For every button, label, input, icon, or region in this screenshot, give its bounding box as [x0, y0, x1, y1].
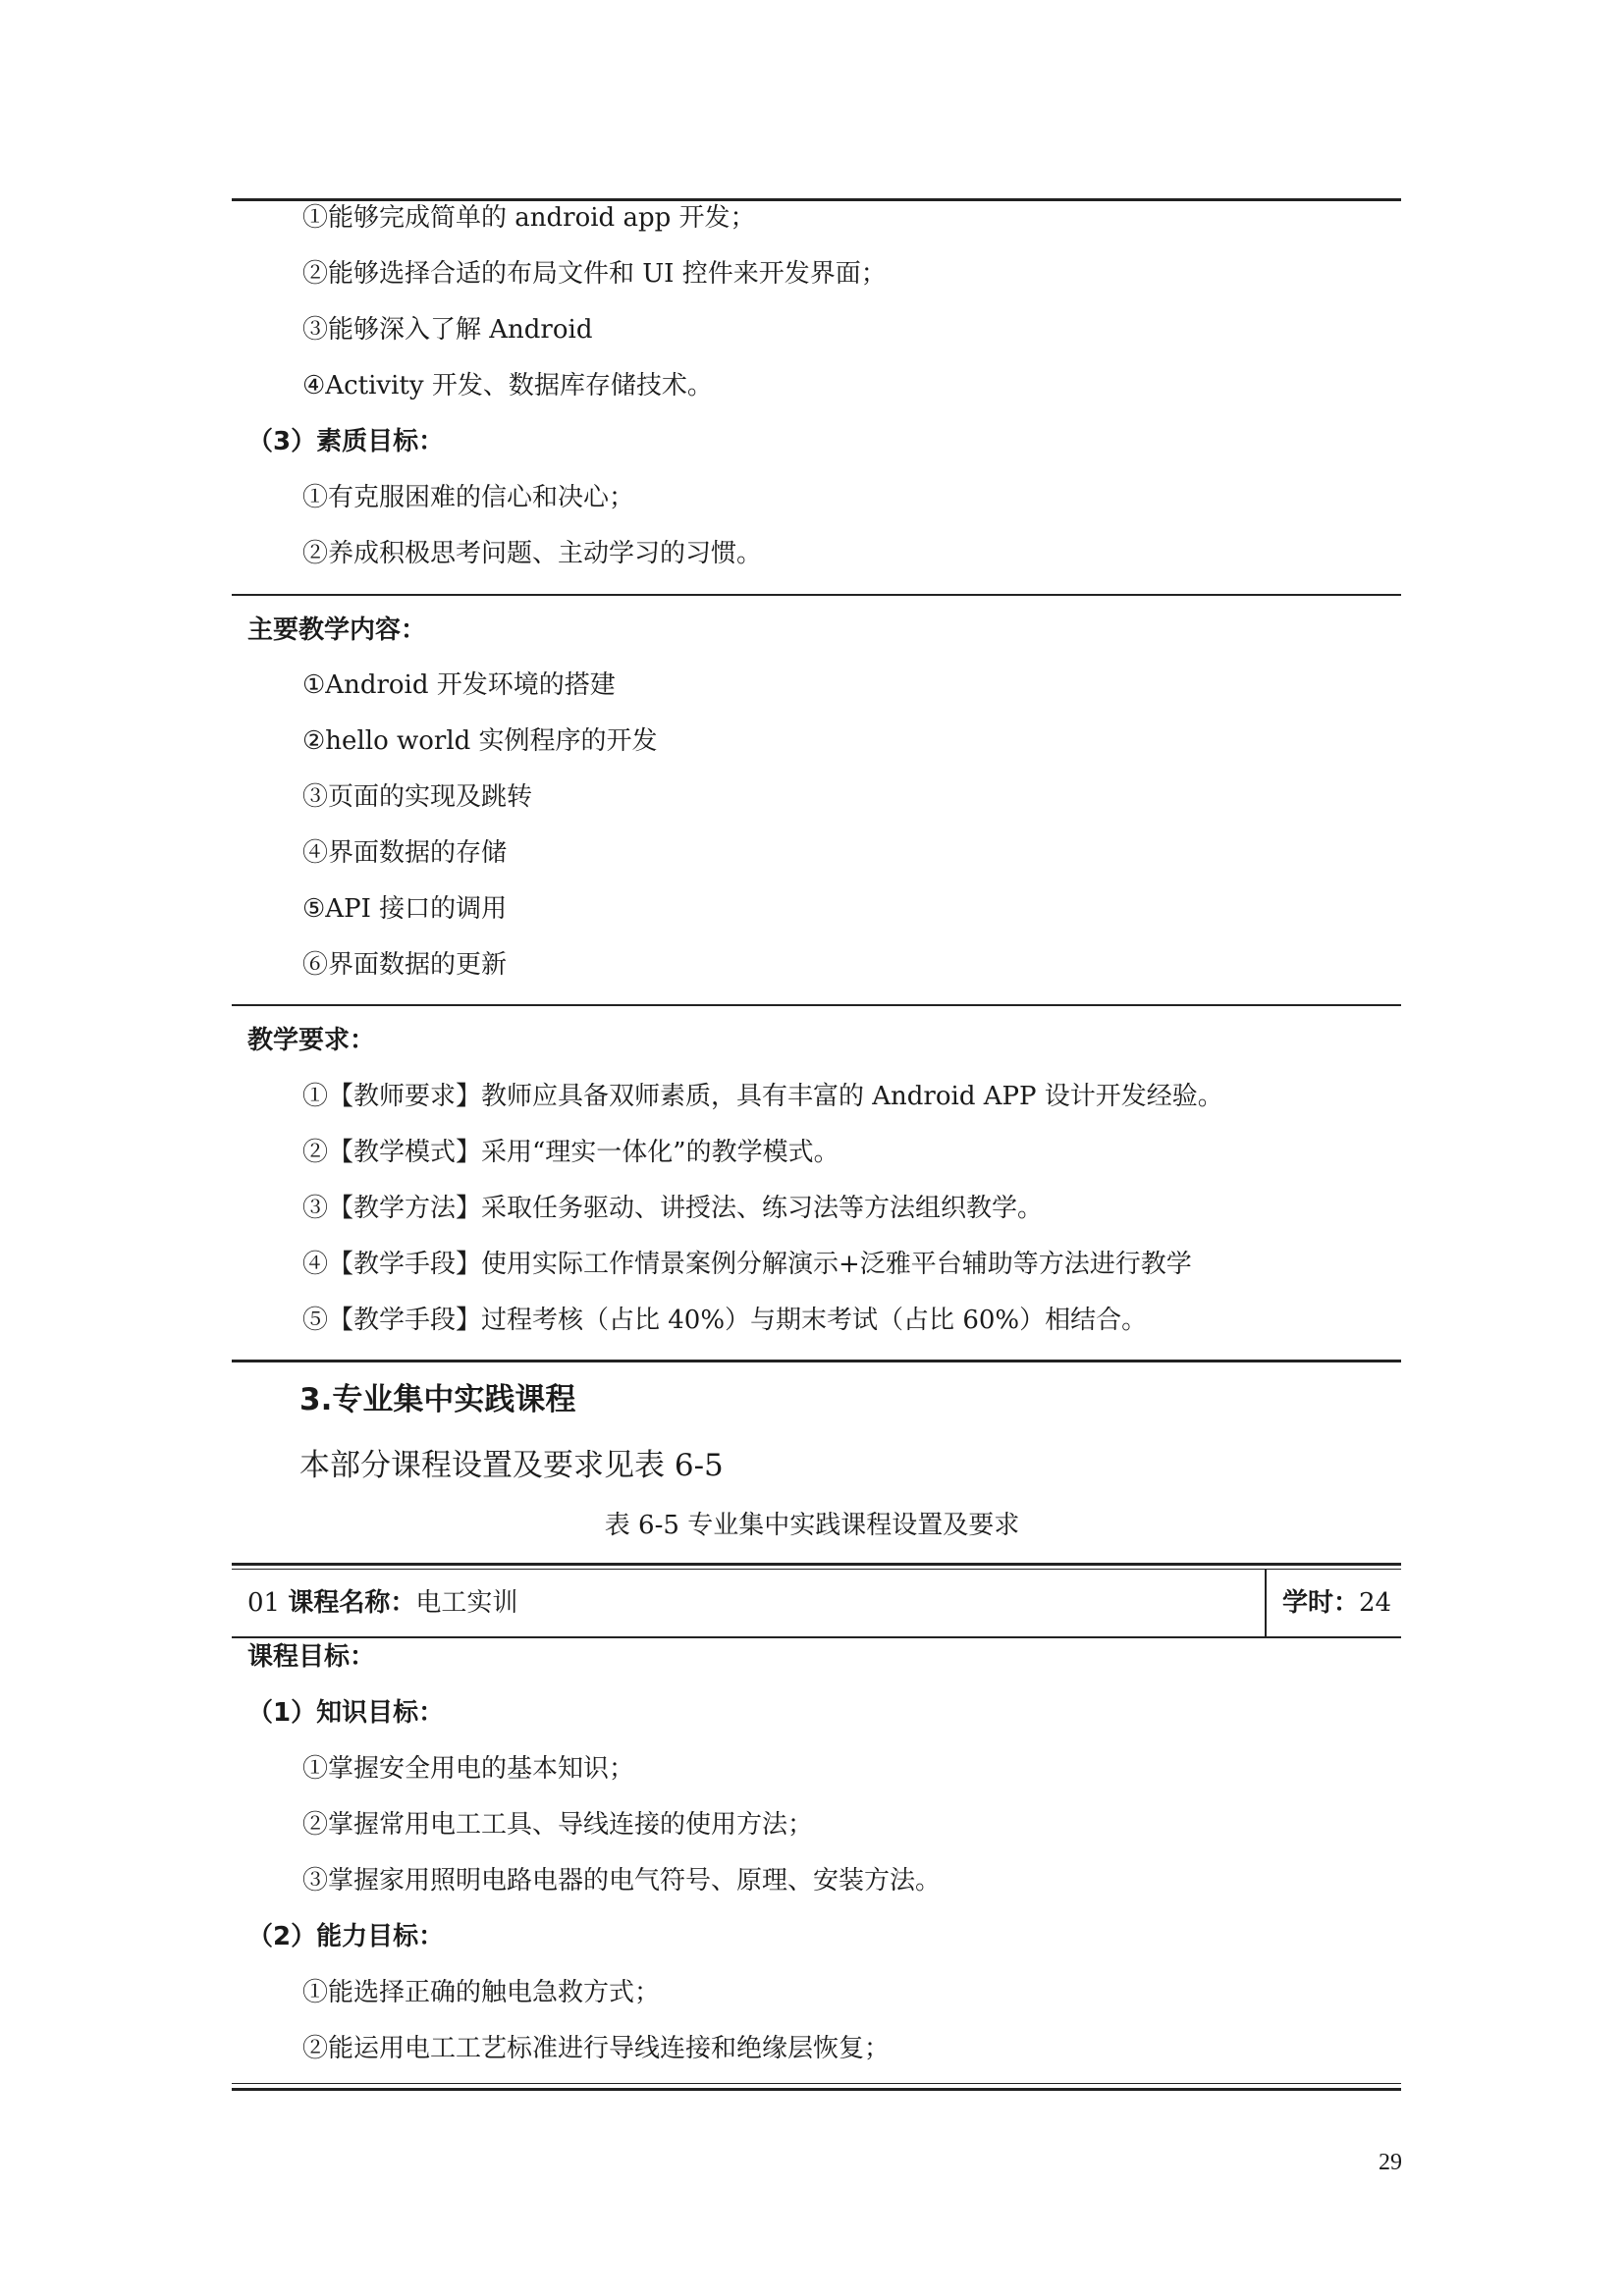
knowledge-item: ③掌握家用照明电路电器的电气符号、原理、安装方法。 [302, 1866, 942, 1896]
hours-value: 24 [1359, 1588, 1392, 1618]
requirements-item: ②【教学模式】采用“理实一体化”的教学模式。 [302, 1138, 839, 1167]
content-item: ③页面的实现及跳转 [302, 782, 533, 812]
table-top-border [232, 1563, 1401, 1566]
row-divider [232, 1004, 1401, 1006]
content-item: ⑥界面数据的更新 [302, 950, 508, 980]
course-name-label: 课程名称： [288, 1588, 416, 1618]
table-bottom-border-inner [232, 2083, 1401, 2084]
content-item: ①Android 开发环境的搭建 [302, 670, 616, 700]
hours-label: 学时： [1282, 1588, 1360, 1618]
knowledge-heading: （1）知识目标： [247, 1698, 445, 1728]
goals-heading: 课程目标： [247, 1642, 376, 1672]
course-header-row [247, 1587, 517, 1619]
content-heading: 主要教学内容： [247, 615, 427, 645]
requirements-item: ④【教学手段】使用实际工作情景案例分解演示+泛雅平台辅助等方法进行教学 [302, 1250, 1192, 1279]
ability-item: ②能够选择合适的布局文件和 UI 控件来开发界面； [302, 259, 887, 289]
content-item: ⑤API 接口的调用 [302, 894, 508, 924]
ability-item: ②能运用电工工艺标准进行导线连接和绝缘层恢复； [302, 2034, 891, 2063]
section-title: 3.专业集中实践课程 [299, 1382, 576, 1417]
quality-item: ②养成积极思考问题、主动学习的习惯。 [302, 539, 763, 568]
page-number: 29 [1379, 2150, 1402, 2175]
requirements-item: ③【教学方法】采取任务驱动、讲授法、练习法等方法组织教学。 [302, 1194, 1044, 1223]
knowledge-item: ②掌握常用电工工具、导线连接的使用方法； [302, 1810, 814, 1840]
section-intro: 本部分课程设置及要求见表 6-5 [299, 1448, 724, 1483]
requirements-item: ⑤【教学手段】过程考核（占比 40%）与期末考试（占比 60%）相结合。 [302, 1306, 1148, 1335]
ability-item: ①能选择正确的触电急救方式； [302, 1978, 661, 2007]
column-divider [1265, 1570, 1267, 1637]
hours-cell [1282, 1587, 1391, 1619]
quality-item: ①有克服困难的信心和决心； [302, 483, 635, 512]
course-name: 电工实训 [415, 1588, 518, 1618]
row-divider [232, 594, 1401, 596]
quality-heading: （3）素质目标： [247, 427, 445, 456]
table-caption: 表 6-5 专业集中实践课程设置及要求 [604, 1511, 1020, 1540]
ability-item: ①能够完成简单的 android app 开发； [302, 203, 756, 233]
table-top-border-inner [232, 1569, 1401, 1570]
knowledge-item: ①掌握安全用电的基本知识； [302, 1754, 635, 1784]
requirements-item: ①【教师要求】教师应具备双师素质，具有丰富的 Android APP 设计开发经验。 [302, 1082, 1223, 1111]
requirements-heading: 教学要求： [247, 1026, 376, 1055]
ability-item: ③能够深入了解 Android [302, 315, 593, 345]
ability-heading: （2）能力目标： [247, 1922, 445, 1951]
table-bottom-border [232, 1360, 1401, 1362]
ability-item: ④Activity 开发、数据库存储技术。 [302, 371, 713, 400]
content-item: ④界面数据的存储 [302, 838, 508, 868]
table-bottom-border [232, 2088, 1401, 2091]
table-top-border [232, 198, 1401, 201]
content-item: ②hello world 实例程序的开发 [302, 726, 658, 756]
row-divider [232, 1636, 1401, 1638]
course-number: 01 [247, 1588, 281, 1618]
